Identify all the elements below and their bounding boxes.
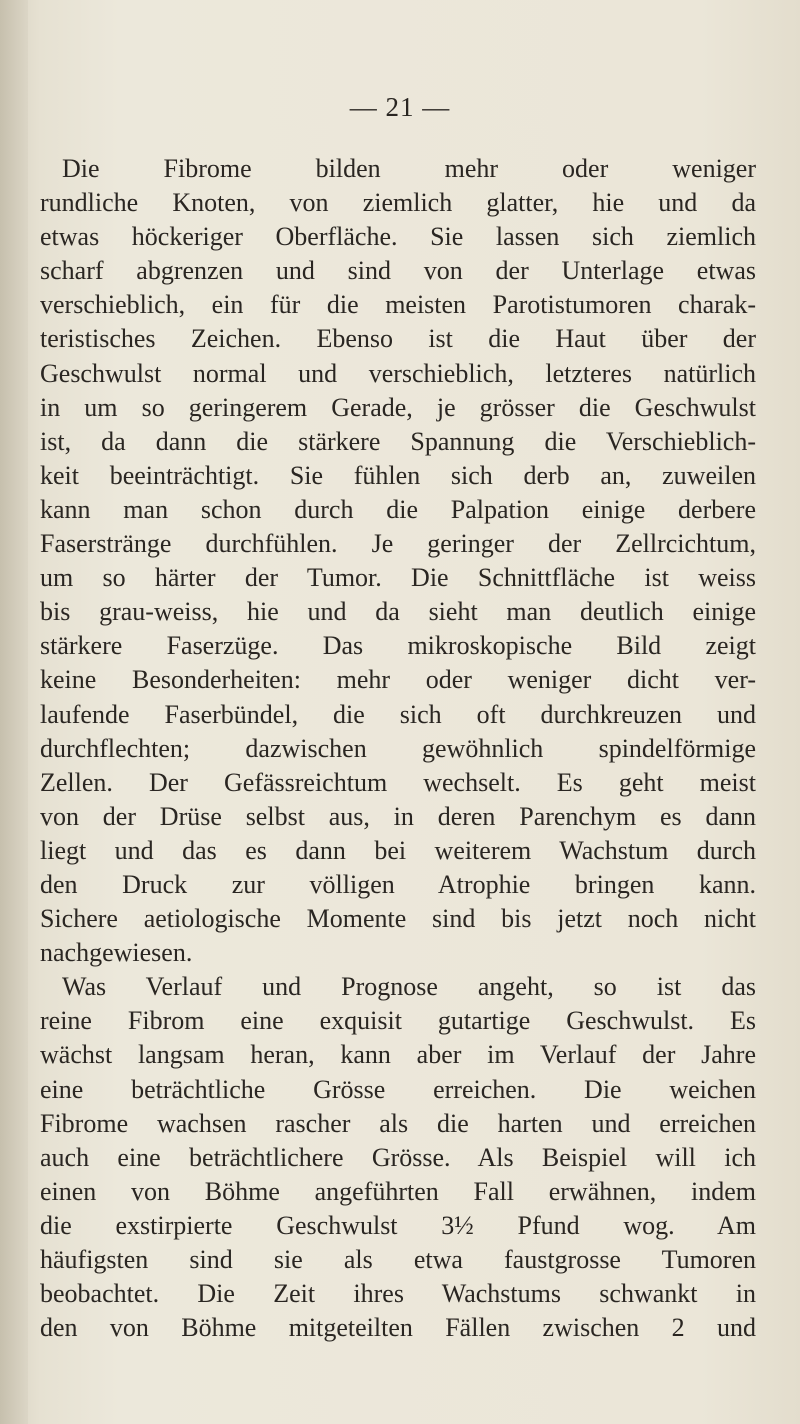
text-line: wächst langsam heran, kann aber im Verlauf der Jahre: [40, 1040, 756, 1070]
text-line: rundliche Knoten, von ziemlich glatter, hie und da: [40, 188, 756, 218]
text-line: Die Fibrome bilden mehr oder weniger: [62, 154, 756, 183]
text-line: Zellen. Der Gefässreichtum wechselt. Es geht meist: [40, 767, 756, 797]
page-number: — 21 —: [349, 92, 451, 122]
text-line: keine Besonderheiten: mehr oder weniger dicht ver-: [40, 665, 756, 695]
text-line: um so härter der Tumor. Die Schnittfläche ist weiss: [40, 563, 756, 593]
text-line: einen von Böhme angeführten Fall erwähnen, indem: [40, 1176, 756, 1206]
book-gutter-shadow: [0, 0, 28, 1424]
text-line: reine Fibrom eine exquisit gutartige Geschwulst. Es: [40, 1006, 756, 1036]
text-line: stärkere Faserzüge. Das mikroskopische Bild zeigt: [40, 631, 756, 661]
text-line: die exstirpierte Geschwulst 3½ Pfund wog. Am: [40, 1210, 756, 1240]
text-line: keit beeinträchtigt. Sie fühlen sich derb an, zuweilen: [40, 460, 756, 490]
text-line: etwas höckeriger Oberfläche. Sie lassen sich ziemlich: [40, 222, 756, 252]
text-line: Geschwulst normal und verschieblich, letzteres natürlich: [40, 358, 756, 388]
body-text: [40, 152, 756, 1345]
text-line: teristisches Zeichen. Ebenso ist die Haut über der: [40, 324, 756, 354]
text-line: eine beträchtliche Grösse erreichen. Die weichen: [40, 1074, 756, 1104]
text-line: scharf abgrenzen und sind von der Unterlage etwas: [40, 256, 756, 286]
text-line: kann man schon durch die Palpation einige derbere: [40, 494, 756, 524]
text-line: nachgewiesen.: [40, 938, 193, 968]
text-line: in um so geringerem Gerade, je grösser die Geschwulst: [40, 392, 756, 422]
text-line: laufende Faserbündel, die sich oft durchkreuzen und: [40, 699, 756, 729]
text-line: Faserstränge durchfühlen. Je geringer der Zellrcichtum,: [40, 529, 756, 559]
text-line: ist, da dann die stärkere Spannung die Verschieblich-: [40, 426, 756, 456]
text-line: Was Verlauf und Prognose angeht, so ist das: [62, 972, 756, 1002]
text-line: liegt und das es dann bei weiterem Wachstum durch: [40, 835, 756, 865]
text-line: verschieblich, ein für die meisten Parotistumoren charak-: [40, 290, 756, 320]
text-line: Sichere aetiologische Momente sind bis jetzt noch nicht: [40, 904, 756, 934]
text-line: den von Böhme mitgeteilten Fällen zwischen 2 und: [40, 1313, 756, 1343]
text-line: von der Drüse selbst aus, in deren Parenchym es dann: [40, 801, 756, 831]
text-line: durchflechten; dazwischen gewöhnlich spindelförmige: [40, 733, 756, 763]
text-line: bis grau-weiss, hie und da sieht man deutlich einige: [40, 597, 756, 627]
text-line: den Druck zur völligen Atrophie bringen kann.: [40, 869, 756, 899]
text-line: beobachtet. Die Zeit ihres Wachstums schwankt in: [40, 1279, 756, 1309]
text-line: häufigsten sind sie als etwa faustgrosse Tumoren: [40, 1245, 756, 1274]
text-line: auch eine beträchtlichere Grösse. Als Beispiel will ich: [40, 1142, 756, 1172]
text-line: Fibrome wachsen rascher als die harten und erreichen: [40, 1108, 756, 1138]
